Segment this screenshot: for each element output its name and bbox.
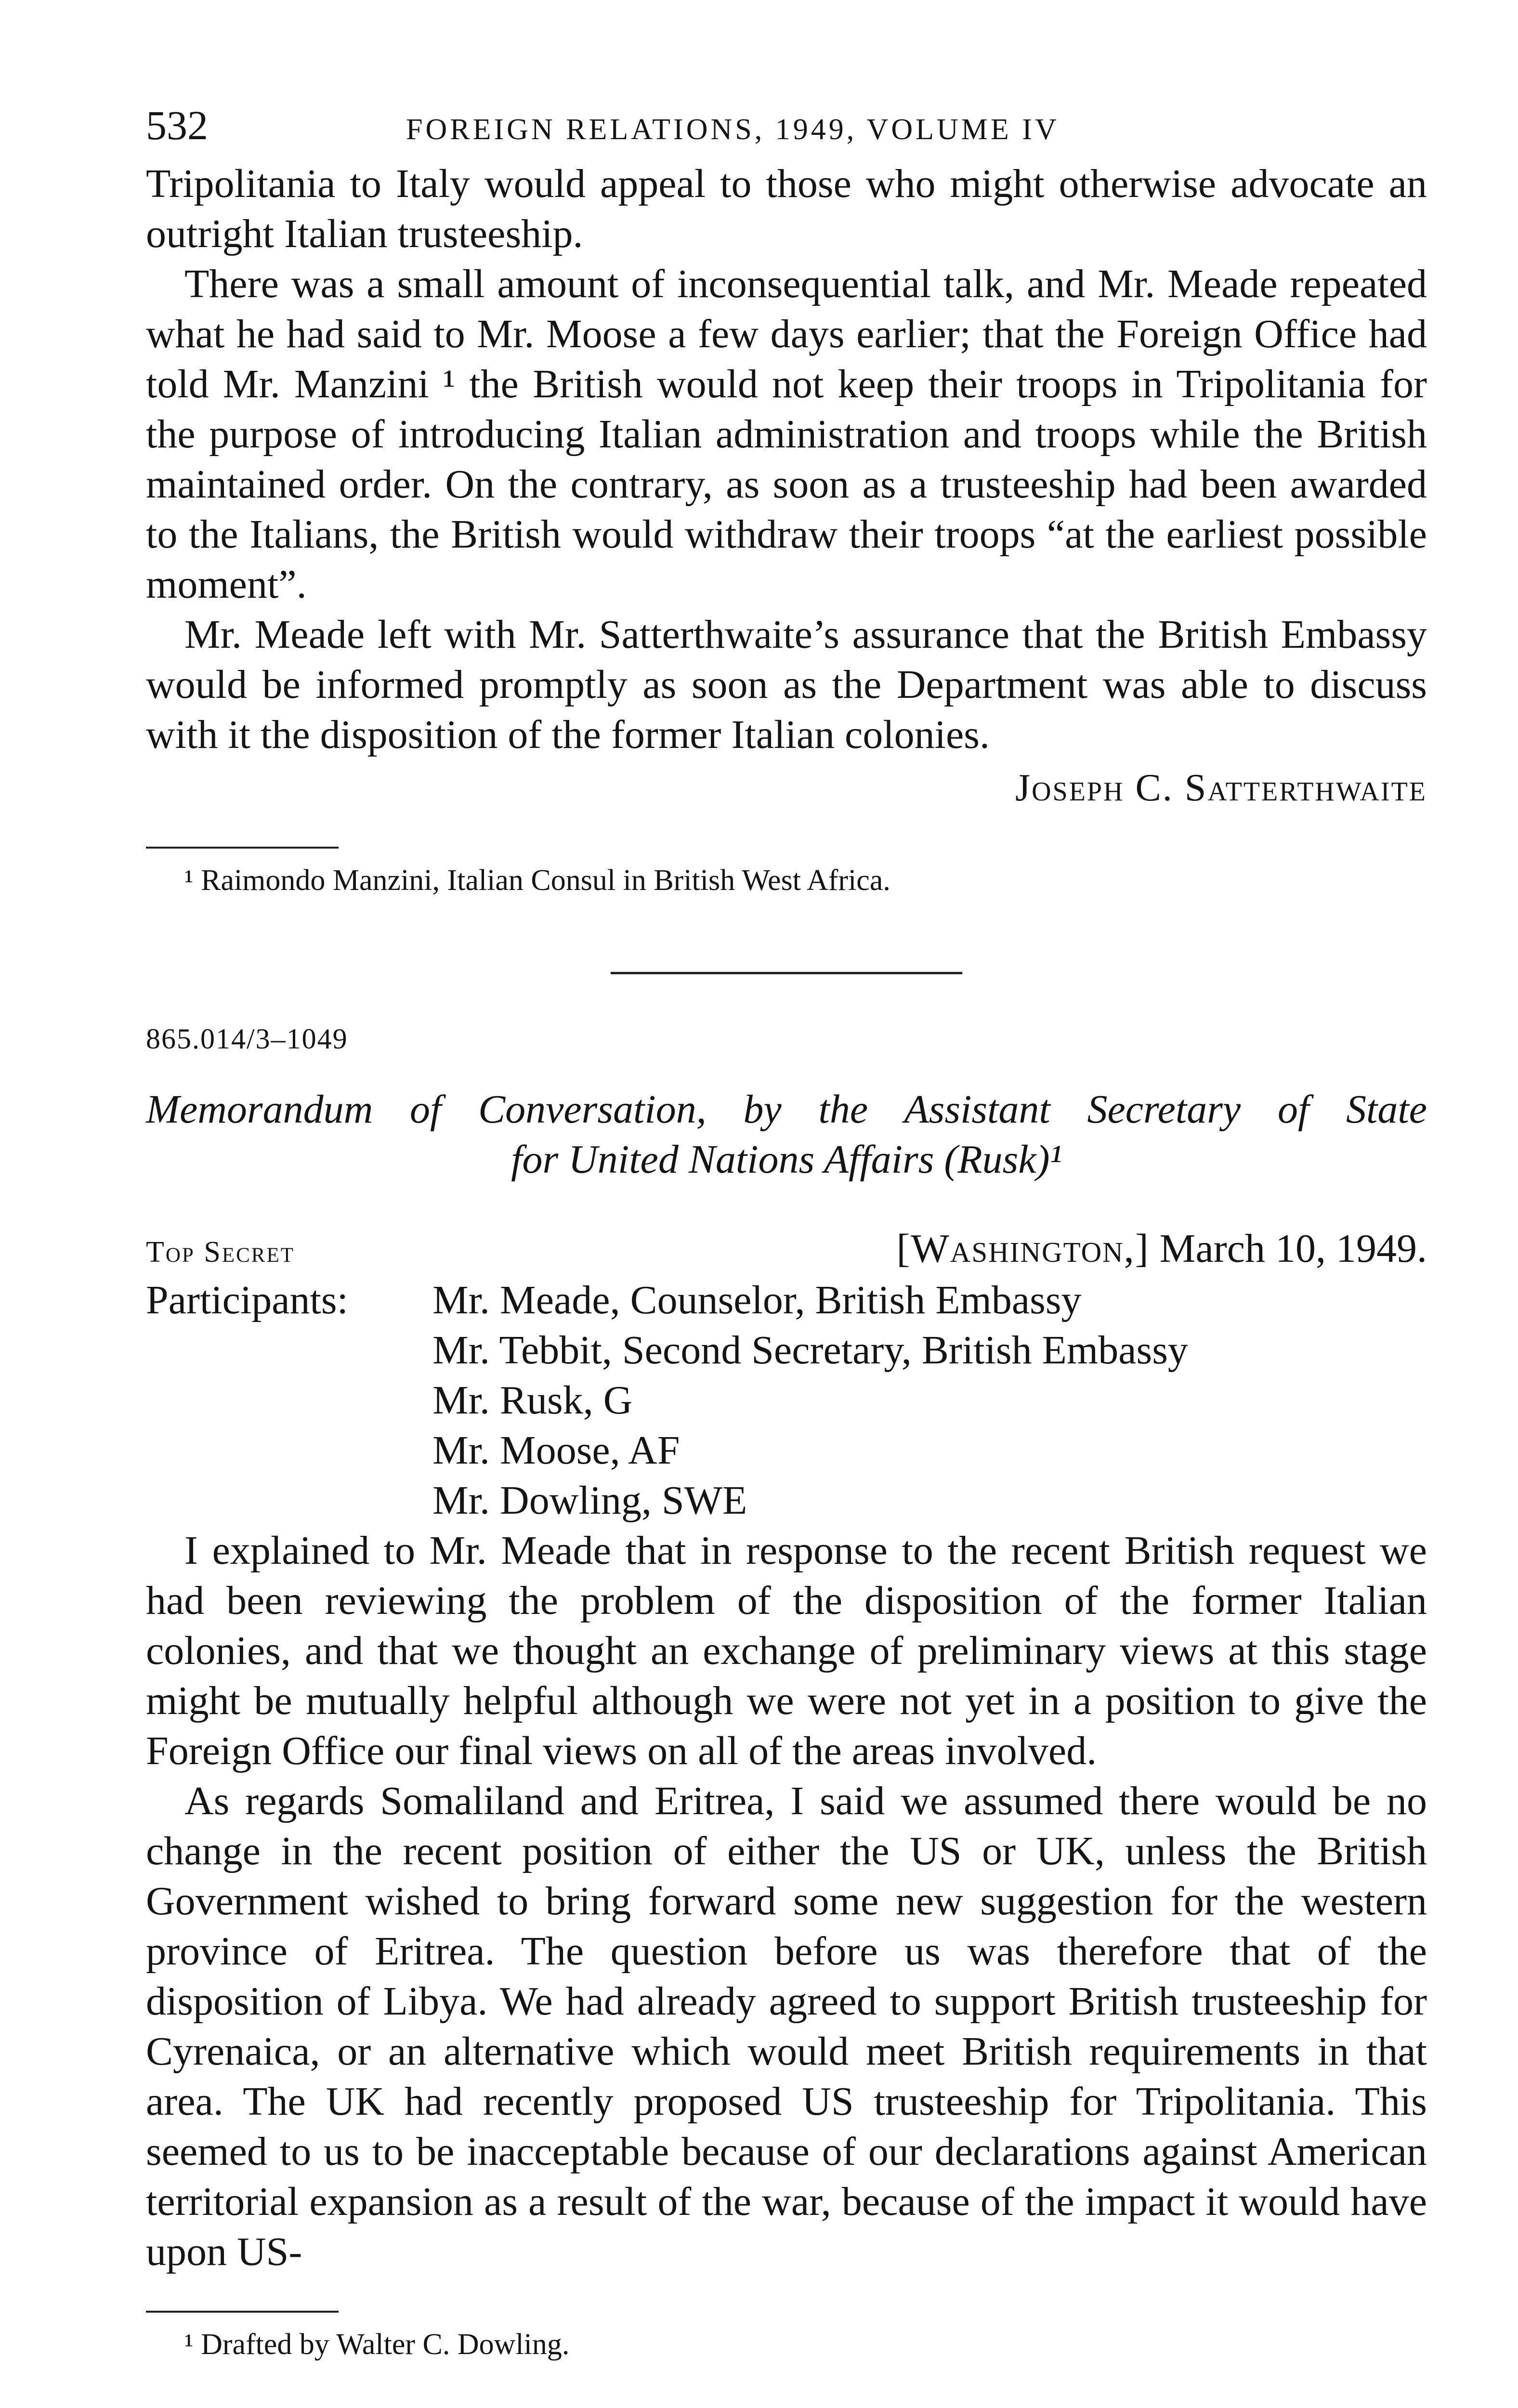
footnote: ¹ Raimondo Manzini, Italian Consul in British West Africa. (184, 864, 890, 897)
page-header (146, 101, 1427, 159)
footnote: ¹ Drafted by Walter C. Dowling. (184, 2328, 570, 2361)
title-line: for United Nations Affairs (Rusk)¹ (511, 1137, 1062, 1182)
paragraph: Mr. Meade left with Mr. Satterthwaite’s assurance that the British Embassy would be informed promptly as soon as the Department was able to discuss with it the disposition of the former Italian colonies. (146, 612, 1427, 757)
paragraph: I explained to Mr. Meade that in response to the recent British request we had been reviewing the problem of the disposition of the former Italian colonies, and that we thought an exchange of preliminary views at this stage might be mutually helpful although we were not yet in a position to give the Foreign Office our final views on all of the areas involved. (146, 1528, 1427, 1773)
paragraph: Tripolitania to Italy would appeal to those who might otherwise advocate an outright Italian trusteeship. (146, 161, 1427, 256)
classification-row (146, 1225, 1427, 1275)
participant: Mr. Rusk, G (432, 1378, 633, 1423)
document-page (146, 101, 1427, 2364)
footnote-divider (146, 847, 339, 849)
participant: Mr. Dowling, SWE (432, 1478, 747, 1523)
section-divider (611, 972, 962, 974)
second-document (146, 1022, 1427, 2364)
classification-label: Top Secret (146, 1236, 295, 1269)
participants-label: Participants: (146, 1278, 348, 1322)
dateline-date: March 10, 1949. (1159, 1226, 1427, 1271)
dateline (896, 1225, 1427, 1272)
signature: Joseph C. Satterthwaite (1015, 767, 1427, 809)
participants-list (432, 1275, 1188, 1526)
footnote-divider (146, 2311, 339, 2313)
page-number: 532 (146, 102, 208, 148)
dateline-place: [Washington,] (896, 1226, 1150, 1271)
title-line: Memorandum of Conversation, by the Assistant Secretary of State (146, 1087, 1427, 1132)
file-number: 865.014/3–1049 (146, 1023, 348, 1055)
participants-block (146, 1275, 1427, 1526)
document-title (146, 1085, 1427, 1185)
running-head: FOREIGN RELATIONS, 1949, VOLUME IV (406, 113, 1060, 146)
participant: Mr. Meade, Counselor, British Embassy (432, 1278, 1082, 1322)
participant: Mr. Moose, AF (432, 1428, 680, 1473)
participant: Mr. Tebbit, Second Secretary, British Embassy (432, 1328, 1188, 1373)
paragraph: There was a small amount of inconsequential talk, and Mr. Meade repeated what he had said to Mr. Moose a few days earlier; that the Foreign Office had told Mr. Manzini ¹ the British would not keep their troops in Tripolitania for the purpose of introducing Italian administration and troops while the British maintained order. On the contrary, as soon as a trusteeship had been awarded to the Italians, the British would withdraw their troops “at the earliest possible moment”. (146, 262, 1427, 607)
first-document (146, 159, 1427, 900)
paragraph: As regards Somaliland and Eritrea, I said we assumed there would be no change in the recent position of either the US or UK, unless the British Government wished to bring forward some new suggestion for the western province of Eritrea. The question before us was therefore that of the disposition of Libya. We had already agreed to support British trusteeship for Cyrenaica, or an alternative which would meet British requirements in that area. The UK had recently proposed US trusteeship for Tripolitania. This seemed to us to be inacceptable because of our declarations against American territorial expansion as a result of the war, because of the impact it would have upon US- (146, 1779, 1427, 2274)
